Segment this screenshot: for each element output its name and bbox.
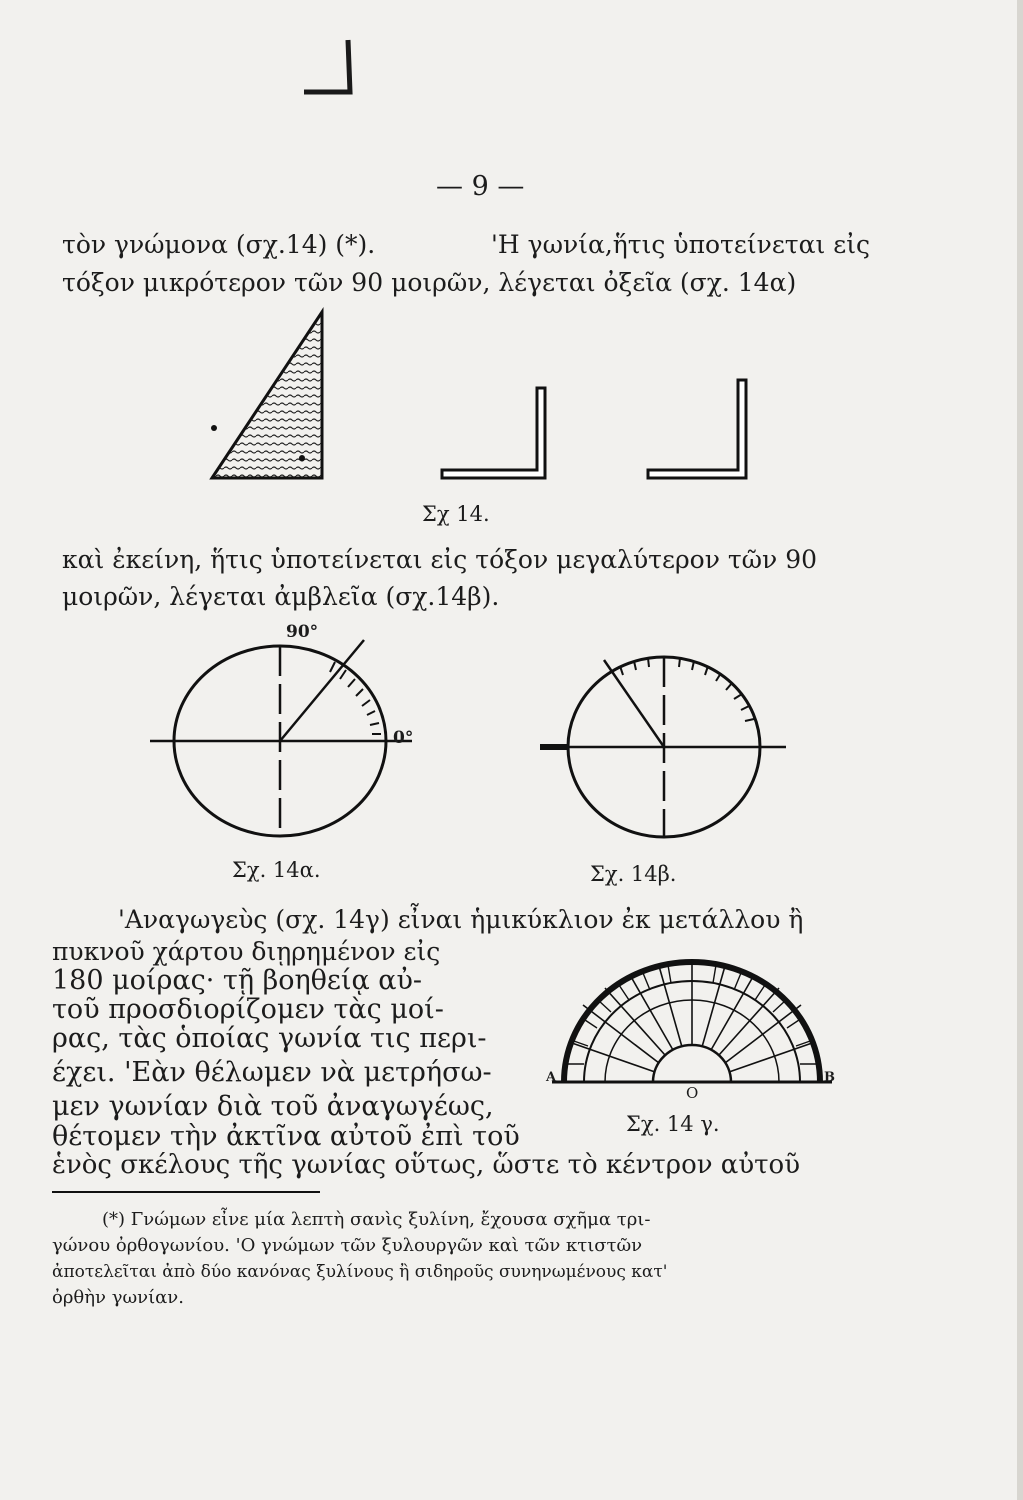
figure-14-caption: Σχ 14. [422,502,490,526]
figure-14b-caption: Σχ. 14β. [590,862,677,886]
figure-14a-caption: Σχ. 14α. [232,858,321,882]
para2-line-3: 180 μοίρας· τῇ βοηθείᾳ αὐ- [52,965,423,996]
para2-line-5: ρας, τὰς ὁποίας γωνία τις περι- [52,1023,487,1054]
label-90-degrees: 90° [286,622,319,642]
page-number: — 9 — [436,171,525,202]
text-line-4: μοιρῶν, λέγεται ἀμβλεῖα (σχ.14β). [62,582,500,611]
footnote-line-2: γώνου ὀρθογωνίου. 'Ο γνώμων τῶν ξυλουργῶν καὶ τῶν κτιστῶν [52,1235,643,1256]
text-line-1a: τὸν γνώμονα (σχ.14) (*). [62,230,376,259]
text-line-3: καὶ ἐκείνη, ἥτις ὑποτείνεται εἰς τόξον μεγαλύτερον τῶν 90 [62,545,818,574]
para2-line-4: τοῦ προσδιορίζομεν τὰς μοί- [52,994,444,1025]
footnote-line-3: ἀποτελεῖται ἀπὸ δύο κανόνας ξυλίνους ἢ σιδηροῦς συνηνωμένους κατ' [52,1262,668,1282]
page-edge-shadow [1017,0,1023,1500]
label-0-degrees: 0° [393,728,414,748]
footnote-line-4: ὀρθὴν γωνίαν. [52,1287,184,1308]
figure-14g-caption: Σχ. 14 γ. [626,1112,720,1136]
para2-line-9: ἑνὸς σκέλους τῆς γωνίας οὕτως, ὥστε τὸ κέντρον αὐτοῦ [52,1150,801,1180]
text-line-2: τόξον μικρότερον τῶν 90 μοιρῶν, λέγεται ὀξεῖα (σχ. 14α) [62,268,797,297]
text-line-1b: 'Η γωνία,ἥτις ὑποτείνεται εἰς [491,230,870,259]
footnote-line-1: (*) Γνώμων εἶνε μία λεπτὴ σανὶς ξυλίνη, ἔχουσα σχῆμα τρι- [102,1209,651,1230]
protractor-label-b: B [824,1070,835,1085]
para2-line-8: θέτομεν τὴν ἀκτῖνα αὐτοῦ ἐπὶ τοῦ [52,1121,520,1152]
protractor-label-o: O [686,1084,699,1102]
para2-line-2-text: πυκνοῦ χάρτου διῃρημένον εἰς [52,937,441,966]
para2-line-7: μεν γωνίαν διὰ τοῦ ἀναγωγέως, [52,1091,494,1122]
para2-line-1: 'Αναγωγεὺς (σχ. 14γ) εἶναι ἡμικύκλιον ἐκ μετάλλου ἢ [118,905,804,934]
para2-line-6: έχει. 'Εὰν θέλωμεν νὰ μετρήσω- [52,1057,492,1088]
protractor-label-a: A [546,1070,557,1085]
